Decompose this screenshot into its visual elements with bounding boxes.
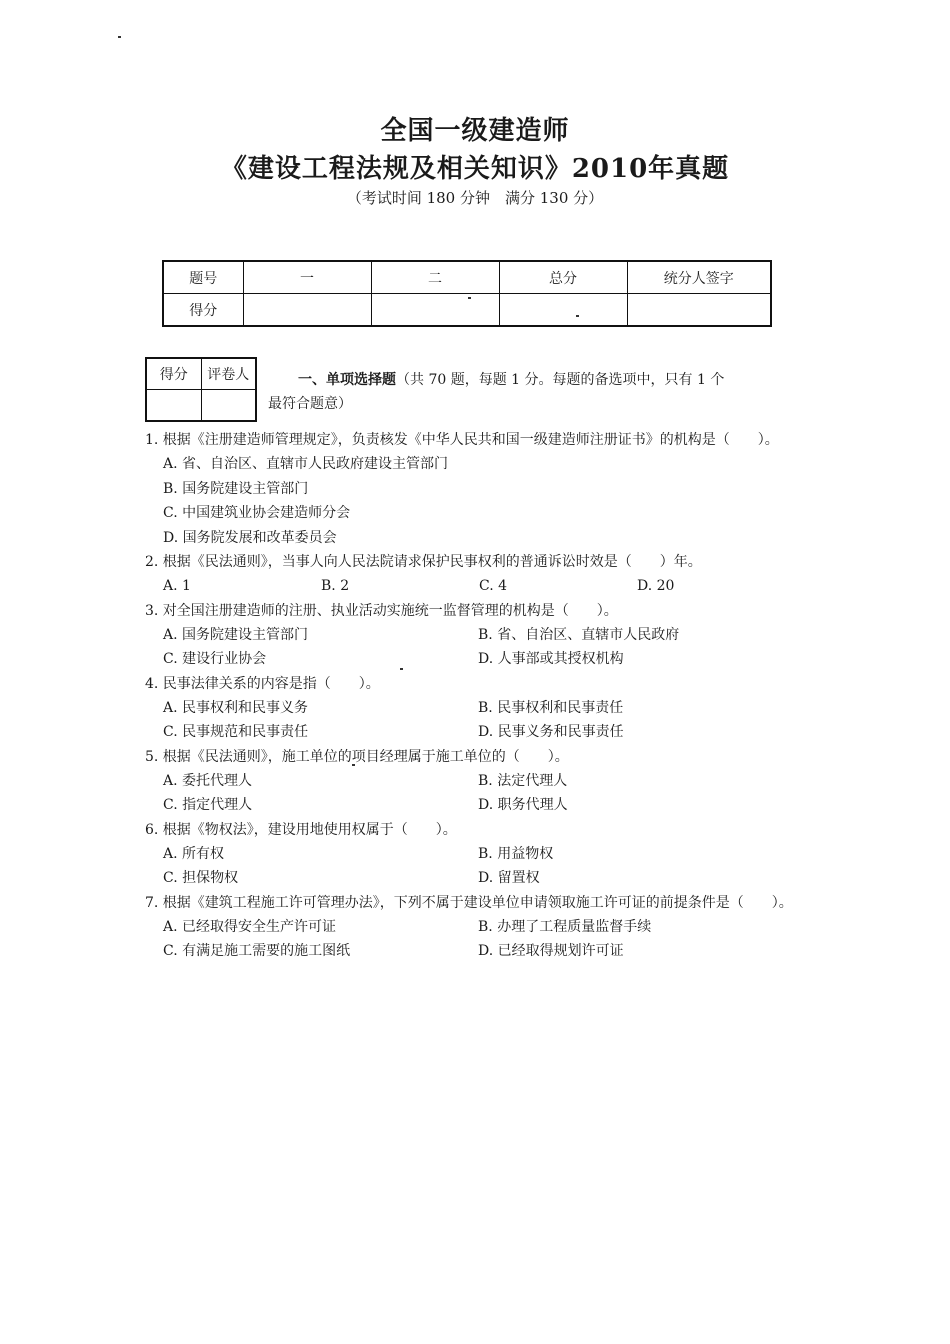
section-header xyxy=(268,368,788,416)
score-header-cell: 总分 xyxy=(499,261,627,294)
answer-option: B. 2 xyxy=(321,578,350,594)
question-item xyxy=(145,891,795,964)
score-header-cell: 题号 xyxy=(163,261,243,294)
answer-option: A. 民事权利和民事义务 xyxy=(163,699,309,716)
answer-option: C. 中国建筑业协会建造师分会 xyxy=(163,505,351,521)
grader-cell-empty xyxy=(201,390,256,422)
question-item xyxy=(145,428,795,550)
question-stem: 5. 根据《民法通则》，施工单位的项目经理属于施工单位的（ ）。 xyxy=(145,748,569,765)
question-stem: 2. 根据《民法通则》，当事人向人民法院请求保护民事权利的普通诉讼时效是（ ）年。 xyxy=(145,554,702,570)
question-options xyxy=(145,574,795,599)
exam-title-line1: 全国一级建造师 xyxy=(380,116,570,146)
grader-box-empty-row xyxy=(146,390,256,422)
score-table-header-row xyxy=(163,261,771,294)
answer-option: C. 有满足施工需要的施工图纸 xyxy=(163,943,351,959)
grader-box-header-row xyxy=(146,358,256,390)
answer-option: D. 民事义务和民事责任 xyxy=(478,724,624,740)
score-header-cell: 一 xyxy=(243,261,371,294)
question-options xyxy=(145,769,795,818)
answer-option: A. 省、自治区、直辖市人民政府建设主管部门 xyxy=(163,456,449,472)
exam-subtitle: （考试时间 180 分钟 满分 130 分） xyxy=(346,189,604,207)
question-options xyxy=(145,915,795,964)
answer-option: D. 20 xyxy=(637,578,675,594)
scan-speck xyxy=(400,668,403,670)
question-stem: 1. 根据《注册建造师管理规定》，负责核发《中华人民共和国一级建造师注册证书》的机构是（ ）。 xyxy=(145,432,779,448)
score-cell-empty xyxy=(243,294,371,327)
question-list xyxy=(145,428,795,964)
score-table-score-row xyxy=(163,294,771,327)
score-cell-empty xyxy=(371,294,499,327)
scan-speck xyxy=(352,764,355,766)
grader-cell-empty xyxy=(146,390,201,422)
question-stem: 7. 根据《建筑工程施工许可管理办法》，下列不属于建设单位申请领取施工许可证的前提条件是（ ）。 xyxy=(145,894,793,911)
answer-option: D. 留置权 xyxy=(478,870,540,886)
question-item xyxy=(145,550,795,599)
answer-option: A. 所有权 xyxy=(163,845,225,862)
question-item xyxy=(145,599,795,672)
section-note-line2: 最符合题意） xyxy=(268,396,352,412)
section-note-line1: （共 70 题，每题 1 分。每题的备选项中，只有 1 个 xyxy=(396,372,725,388)
question-item xyxy=(145,672,795,745)
answer-option: B. 国务院建设主管部门 xyxy=(163,480,309,497)
answer-option: C. 民事规范和民事责任 xyxy=(163,724,309,740)
answer-option: B. 民事权利和民事责任 xyxy=(478,699,624,716)
answer-option: B. 省、自治区、直辖市人民政府 xyxy=(478,626,680,643)
exam-title-line2: 《建设工程法规及相关知识》2010年真题 xyxy=(220,154,730,184)
answer-option: A. 委托代理人 xyxy=(163,772,253,789)
question-item xyxy=(145,745,795,818)
answer-option: C. 指定代理人 xyxy=(163,797,253,813)
answer-option: B. 法定代理人 xyxy=(478,772,568,789)
answer-option: A. 国务院建设主管部门 xyxy=(163,626,309,643)
answer-option: D. 人事部或其授权机构 xyxy=(478,651,624,667)
answer-option: A. 1 xyxy=(163,578,191,594)
scan-speck xyxy=(576,315,579,317)
question-stem: 3. 对全国注册建造师的注册、执业活动实施统一监督管理的机构是（ ）。 xyxy=(145,602,618,619)
scan-speck xyxy=(118,36,121,38)
answer-option: B. 办理了工程质量监督手续 xyxy=(478,918,652,935)
score-cell-empty xyxy=(627,294,771,327)
score-header-cell: 二 xyxy=(371,261,499,294)
grader-score-label: 得分 xyxy=(146,358,201,390)
answer-option: D. 职务代理人 xyxy=(478,797,568,813)
scan-speck xyxy=(468,297,471,299)
section-title: 一、单项选择题 xyxy=(298,372,396,388)
question-options xyxy=(145,623,795,672)
question-options xyxy=(145,696,795,745)
grader-name-label: 评卷人 xyxy=(201,358,256,390)
answer-option: C. 建设行业协会 xyxy=(163,651,267,667)
answer-option: C. 担保物权 xyxy=(163,870,239,886)
score-table xyxy=(162,260,772,327)
section-heading-line xyxy=(268,368,788,392)
question-options xyxy=(145,452,795,550)
answer-option: D. 已经取得规划许可证 xyxy=(478,943,624,959)
answer-option: A. 已经取得安全生产许可证 xyxy=(163,918,337,935)
score-header-cell: 统分人签字 xyxy=(627,261,771,294)
question-item xyxy=(145,818,795,891)
question-stem: 4. 民事法律关系的内容是指（ ）。 xyxy=(145,675,380,692)
answer-option: D. 国务院发展和改革委员会 xyxy=(163,529,337,546)
question-options xyxy=(145,842,795,891)
score-cell-empty xyxy=(499,294,627,327)
grader-box xyxy=(145,357,257,422)
answer-option: B. 用益物权 xyxy=(478,845,554,862)
score-row-label: 得分 xyxy=(163,294,243,327)
answer-option: C. 4 xyxy=(479,578,508,594)
question-stem: 6. 根据《物权法》，建设用地使用权属于（ ）。 xyxy=(145,821,457,838)
